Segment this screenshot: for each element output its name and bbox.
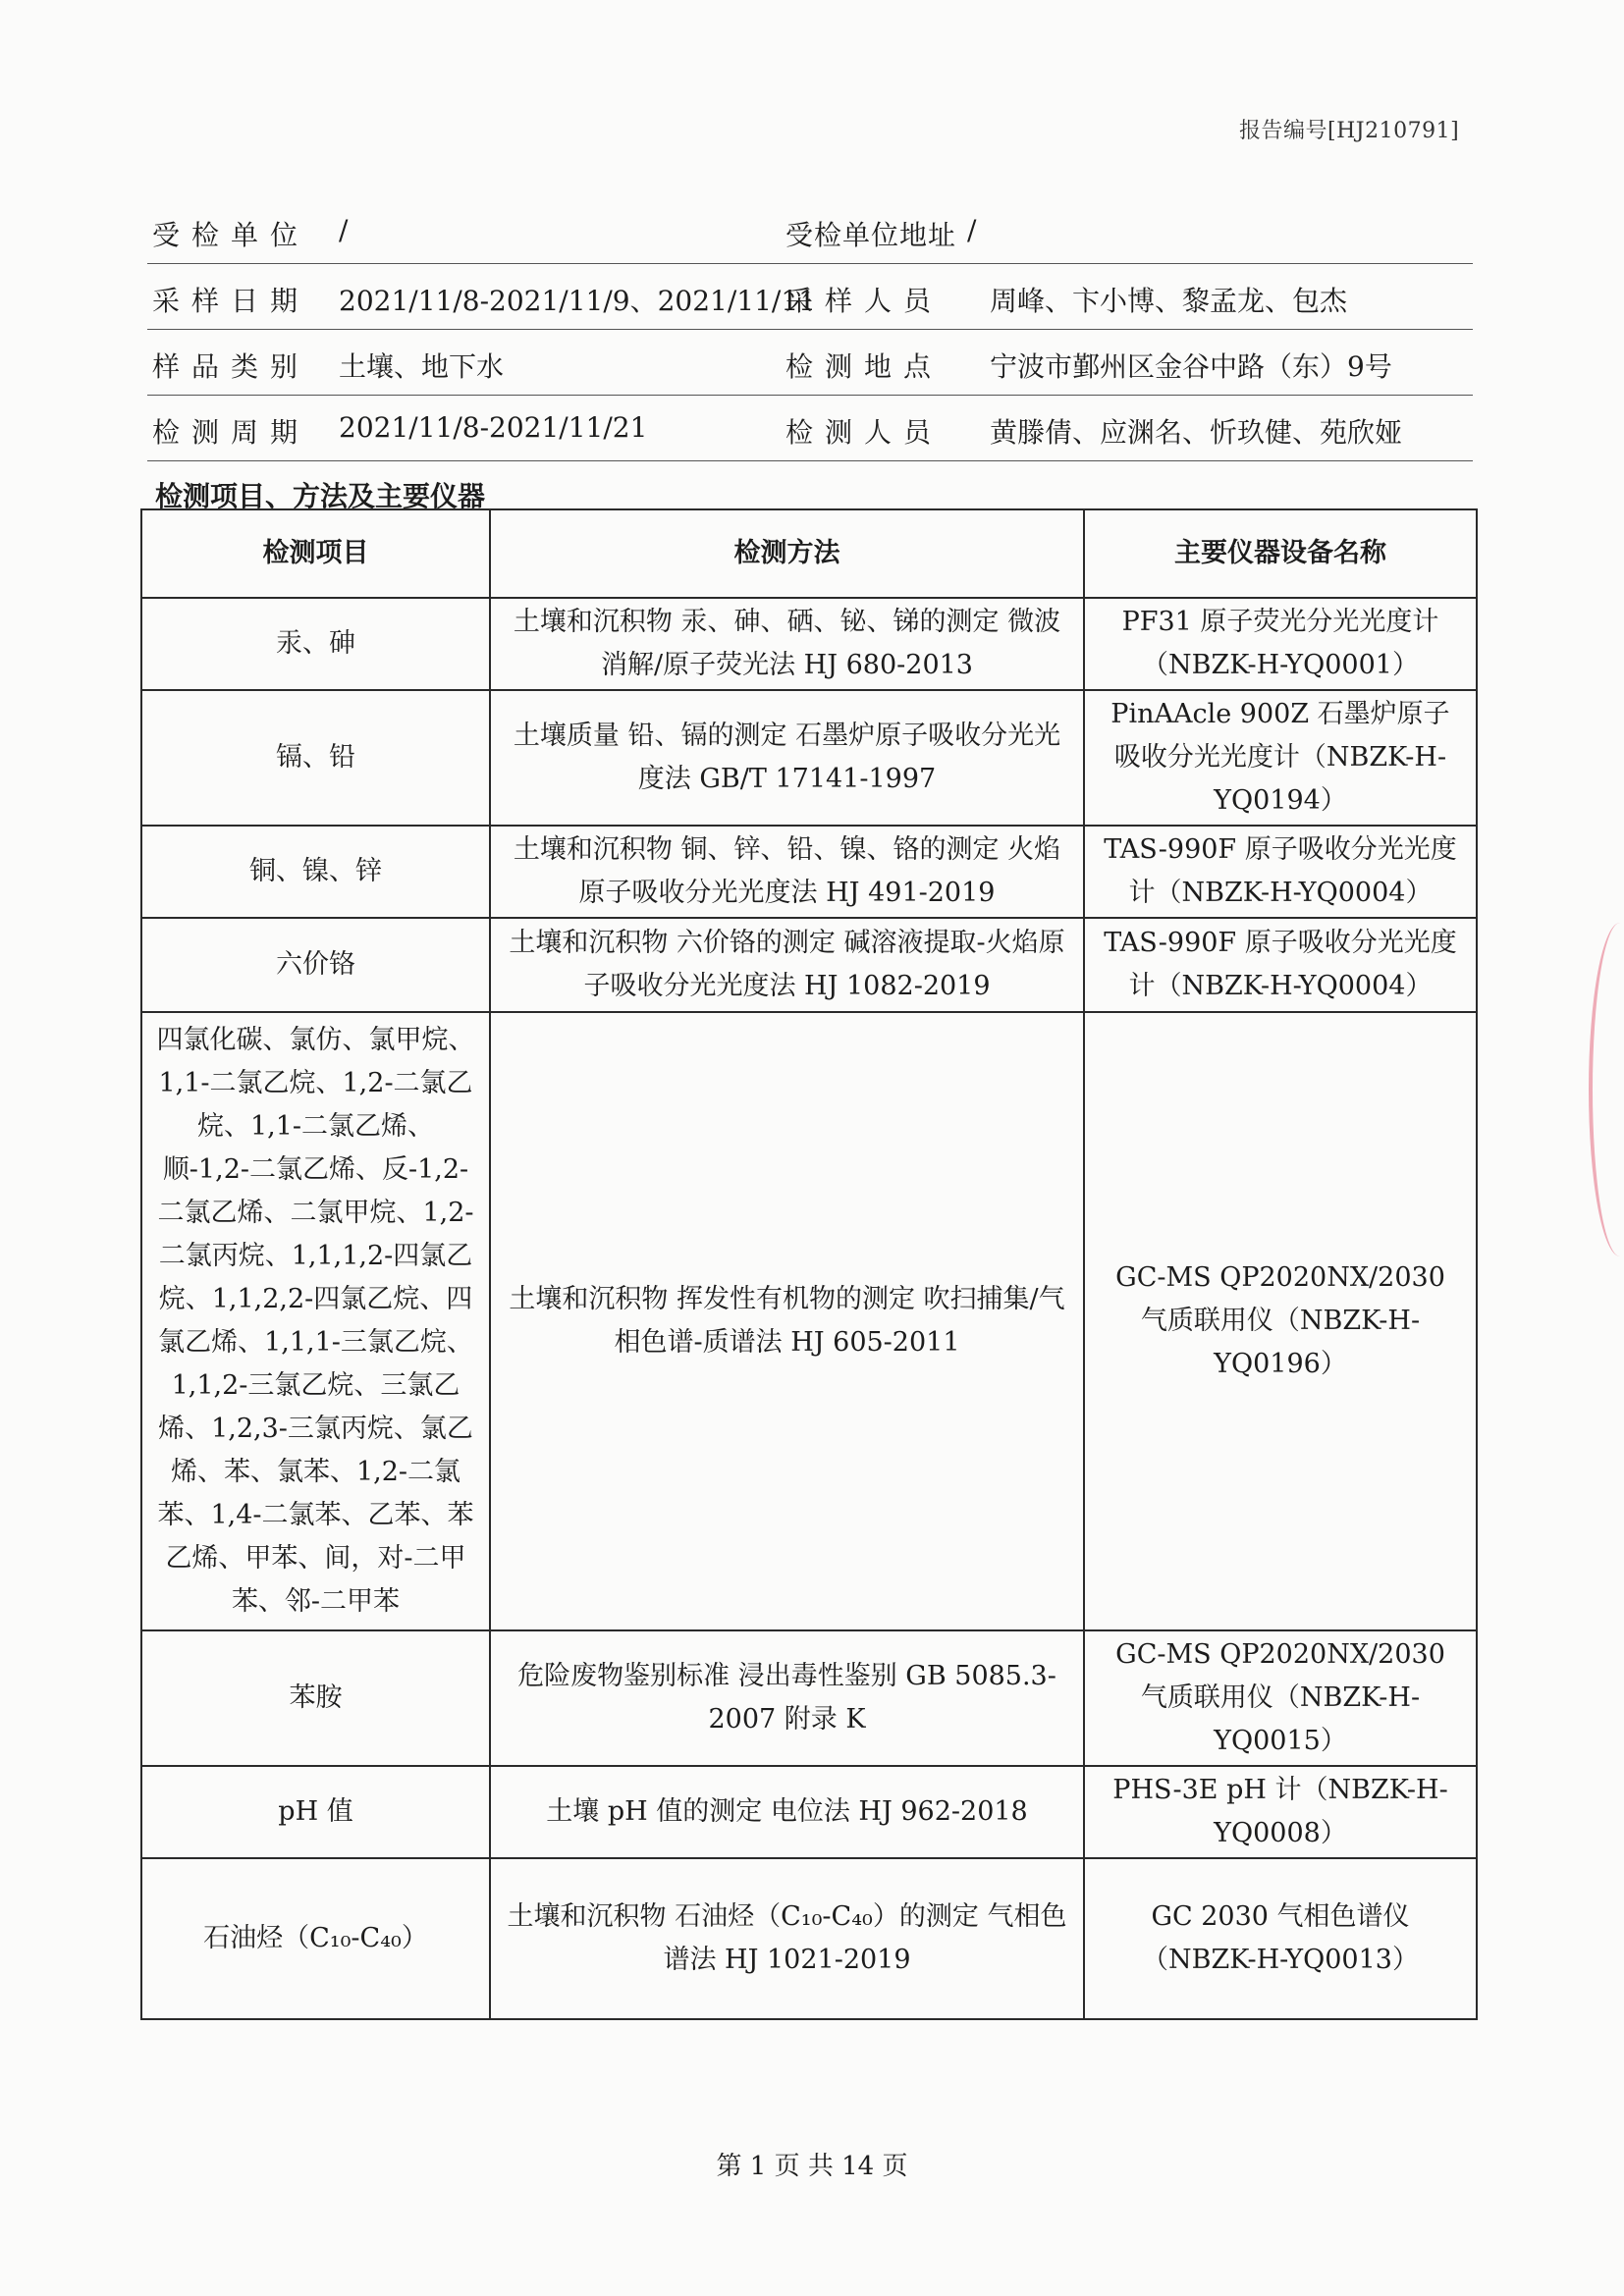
cell-item: pH 值 [141, 1766, 490, 1858]
table-row [141, 1012, 1477, 1630]
info-value: / [339, 214, 349, 246]
info-row [147, 198, 1473, 264]
cell-method: 土壤 pH 值的测定 电位法 HJ 962-2018 [490, 1766, 1084, 1858]
info-value: 宁波市鄞州区金谷中路（东）9号 [990, 350, 1392, 383]
cell-instrument: TAS-990F 原子吸收分光光度计（NBZK-H-YQ0004） [1084, 918, 1477, 1012]
cell-method: 土壤和沉积物 汞、砷、硒、铋、锑的测定 微波消解/原子荧光法 HJ 680-2013 [490, 598, 1084, 690]
cell-instrument: GC-MS QP2020NX/2030 气质联用仪（NBZK-H-YQ0015） [1084, 1630, 1477, 1766]
info-value: 周峰、卞小博、黎孟龙、包杰 [990, 285, 1348, 317]
cell-method: 土壤和沉积物 挥发性有机物的测定 吹扫捕集/气相色谱-质谱法 HJ 605-2011 [490, 1012, 1084, 1630]
cell-instrument: TAS-990F 原子吸收分光光度计（NBZK-H-YQ0004） [1084, 826, 1477, 918]
table-row [141, 690, 1477, 826]
cell-method: 土壤质量 铅、镉的测定 石墨炉原子吸收分光光度法 GB/T 17141-1997 [490, 690, 1084, 826]
cell-item: 六价铬 [141, 918, 490, 1012]
table-header-row [141, 509, 1477, 598]
table-row [141, 598, 1477, 690]
info-row [147, 396, 1473, 461]
report-number: 报告编号[HJ210791] [1239, 119, 1460, 143]
cell-instrument: PHS-3E pH 计（NBZK-H-YQ0008） [1084, 1766, 1477, 1858]
info-label: 采样日期 [152, 285, 310, 317]
info-label: 受检单位 [152, 219, 310, 251]
cell-instrument: PF31 原子荧光分光光度计（NBZK-H-YQ0001） [1084, 598, 1477, 690]
methods-table [140, 508, 1478, 2020]
info-value: / [967, 214, 977, 246]
info-label: 采样人员 [785, 285, 944, 317]
table-row [141, 1766, 1477, 1858]
cell-item: 石油烃（C₁₀-C₄₀） [141, 1858, 490, 2019]
info-label: 检测地点 [785, 350, 944, 383]
cell-item: 四氯化碳、氯仿、氯甲烷、1,1-二氯乙烷、1,2-二氯乙烷、1,1-二氯乙烯、顺-1,2-二氯乙烯、反-1,2-二氯乙烯、二氯甲烷、1,2-二氯丙烷、1,1,1,2-四氯乙烷、1,1,2,2-四氯乙烷、四氯乙烯、1,1,1-三氯乙烷、1,1,2-三氯乙烷、三氯乙烯、1,2,3-三氯丙烷、氯乙烯、苯、氯苯、1,2-二氯苯、1,4-二氯苯、乙苯、苯乙烯、甲苯、间，对-二甲苯、邻-二甲苯 [141, 1012, 490, 1630]
info-label: 检测人员 [785, 416, 944, 449]
sample-info-grid [147, 198, 1473, 461]
header-instrument: 主要仪器设备名称 [1084, 509, 1477, 598]
cell-item: 苯胺 [141, 1630, 490, 1766]
section-title: 检测项目、方法及主要仪器 [155, 480, 486, 512]
page-footer: 第 1 页 共 14 页 [716, 2152, 908, 2181]
cell-item: 铜、镍、锌 [141, 826, 490, 918]
info-row [147, 330, 1473, 396]
cell-method: 土壤和沉积物 石油烃（C₁₀-C₄₀）的测定 气相色谱法 HJ 1021-2019 [490, 1858, 1084, 2019]
cell-item: 镉、铅 [141, 690, 490, 826]
info-label: 样品类别 [152, 350, 310, 383]
table-row [141, 1630, 1477, 1766]
cell-method: 土壤和沉积物 六价铬的测定 碱溶液提取-火焰原子吸收分光光度法 HJ 1082-2019 [490, 918, 1084, 1012]
info-value: 土壤、地下水 [339, 350, 505, 383]
cell-instrument: PinAAcle 900Z 石墨炉原子吸收分光光度计（NBZK-H-YQ0194） [1084, 690, 1477, 826]
info-value: 2021/11/8-2021/11/21 [339, 411, 648, 444]
header-item: 检测项目 [141, 509, 490, 598]
info-label: 受检单位地址 [785, 219, 957, 251]
table-row [141, 1858, 1477, 2019]
cell-method: 危险废物鉴别标准 浸出毒性鉴别 GB 5085.3-2007 附录 K [490, 1630, 1084, 1766]
info-value: 黄滕倩、应渊名、忻玖健、苑欣娅 [990, 416, 1403, 449]
header-method: 检测方法 [490, 509, 1084, 598]
info-label: 检测周期 [152, 416, 310, 449]
table-row [141, 826, 1477, 918]
cell-instrument: GC-MS QP2020NX/2030 气质联用仪（NBZK-H-YQ0196） [1084, 1012, 1477, 1630]
table-row [141, 918, 1477, 1012]
cell-instrument: GC 2030 气相色谱仪（NBZK-H-YQ0013） [1084, 1858, 1477, 2019]
info-row [147, 264, 1473, 330]
cell-item: 汞、砷 [141, 598, 490, 690]
cell-method: 土壤和沉积物 铜、锌、铅、镍、铬的测定 火焰原子吸收分光光度法 HJ 491-2019 [490, 826, 1084, 918]
info-value: 2021/11/8-2021/11/9、2021/11/11 [339, 285, 816, 317]
seal-stamp-fragment [1589, 923, 1624, 1256]
